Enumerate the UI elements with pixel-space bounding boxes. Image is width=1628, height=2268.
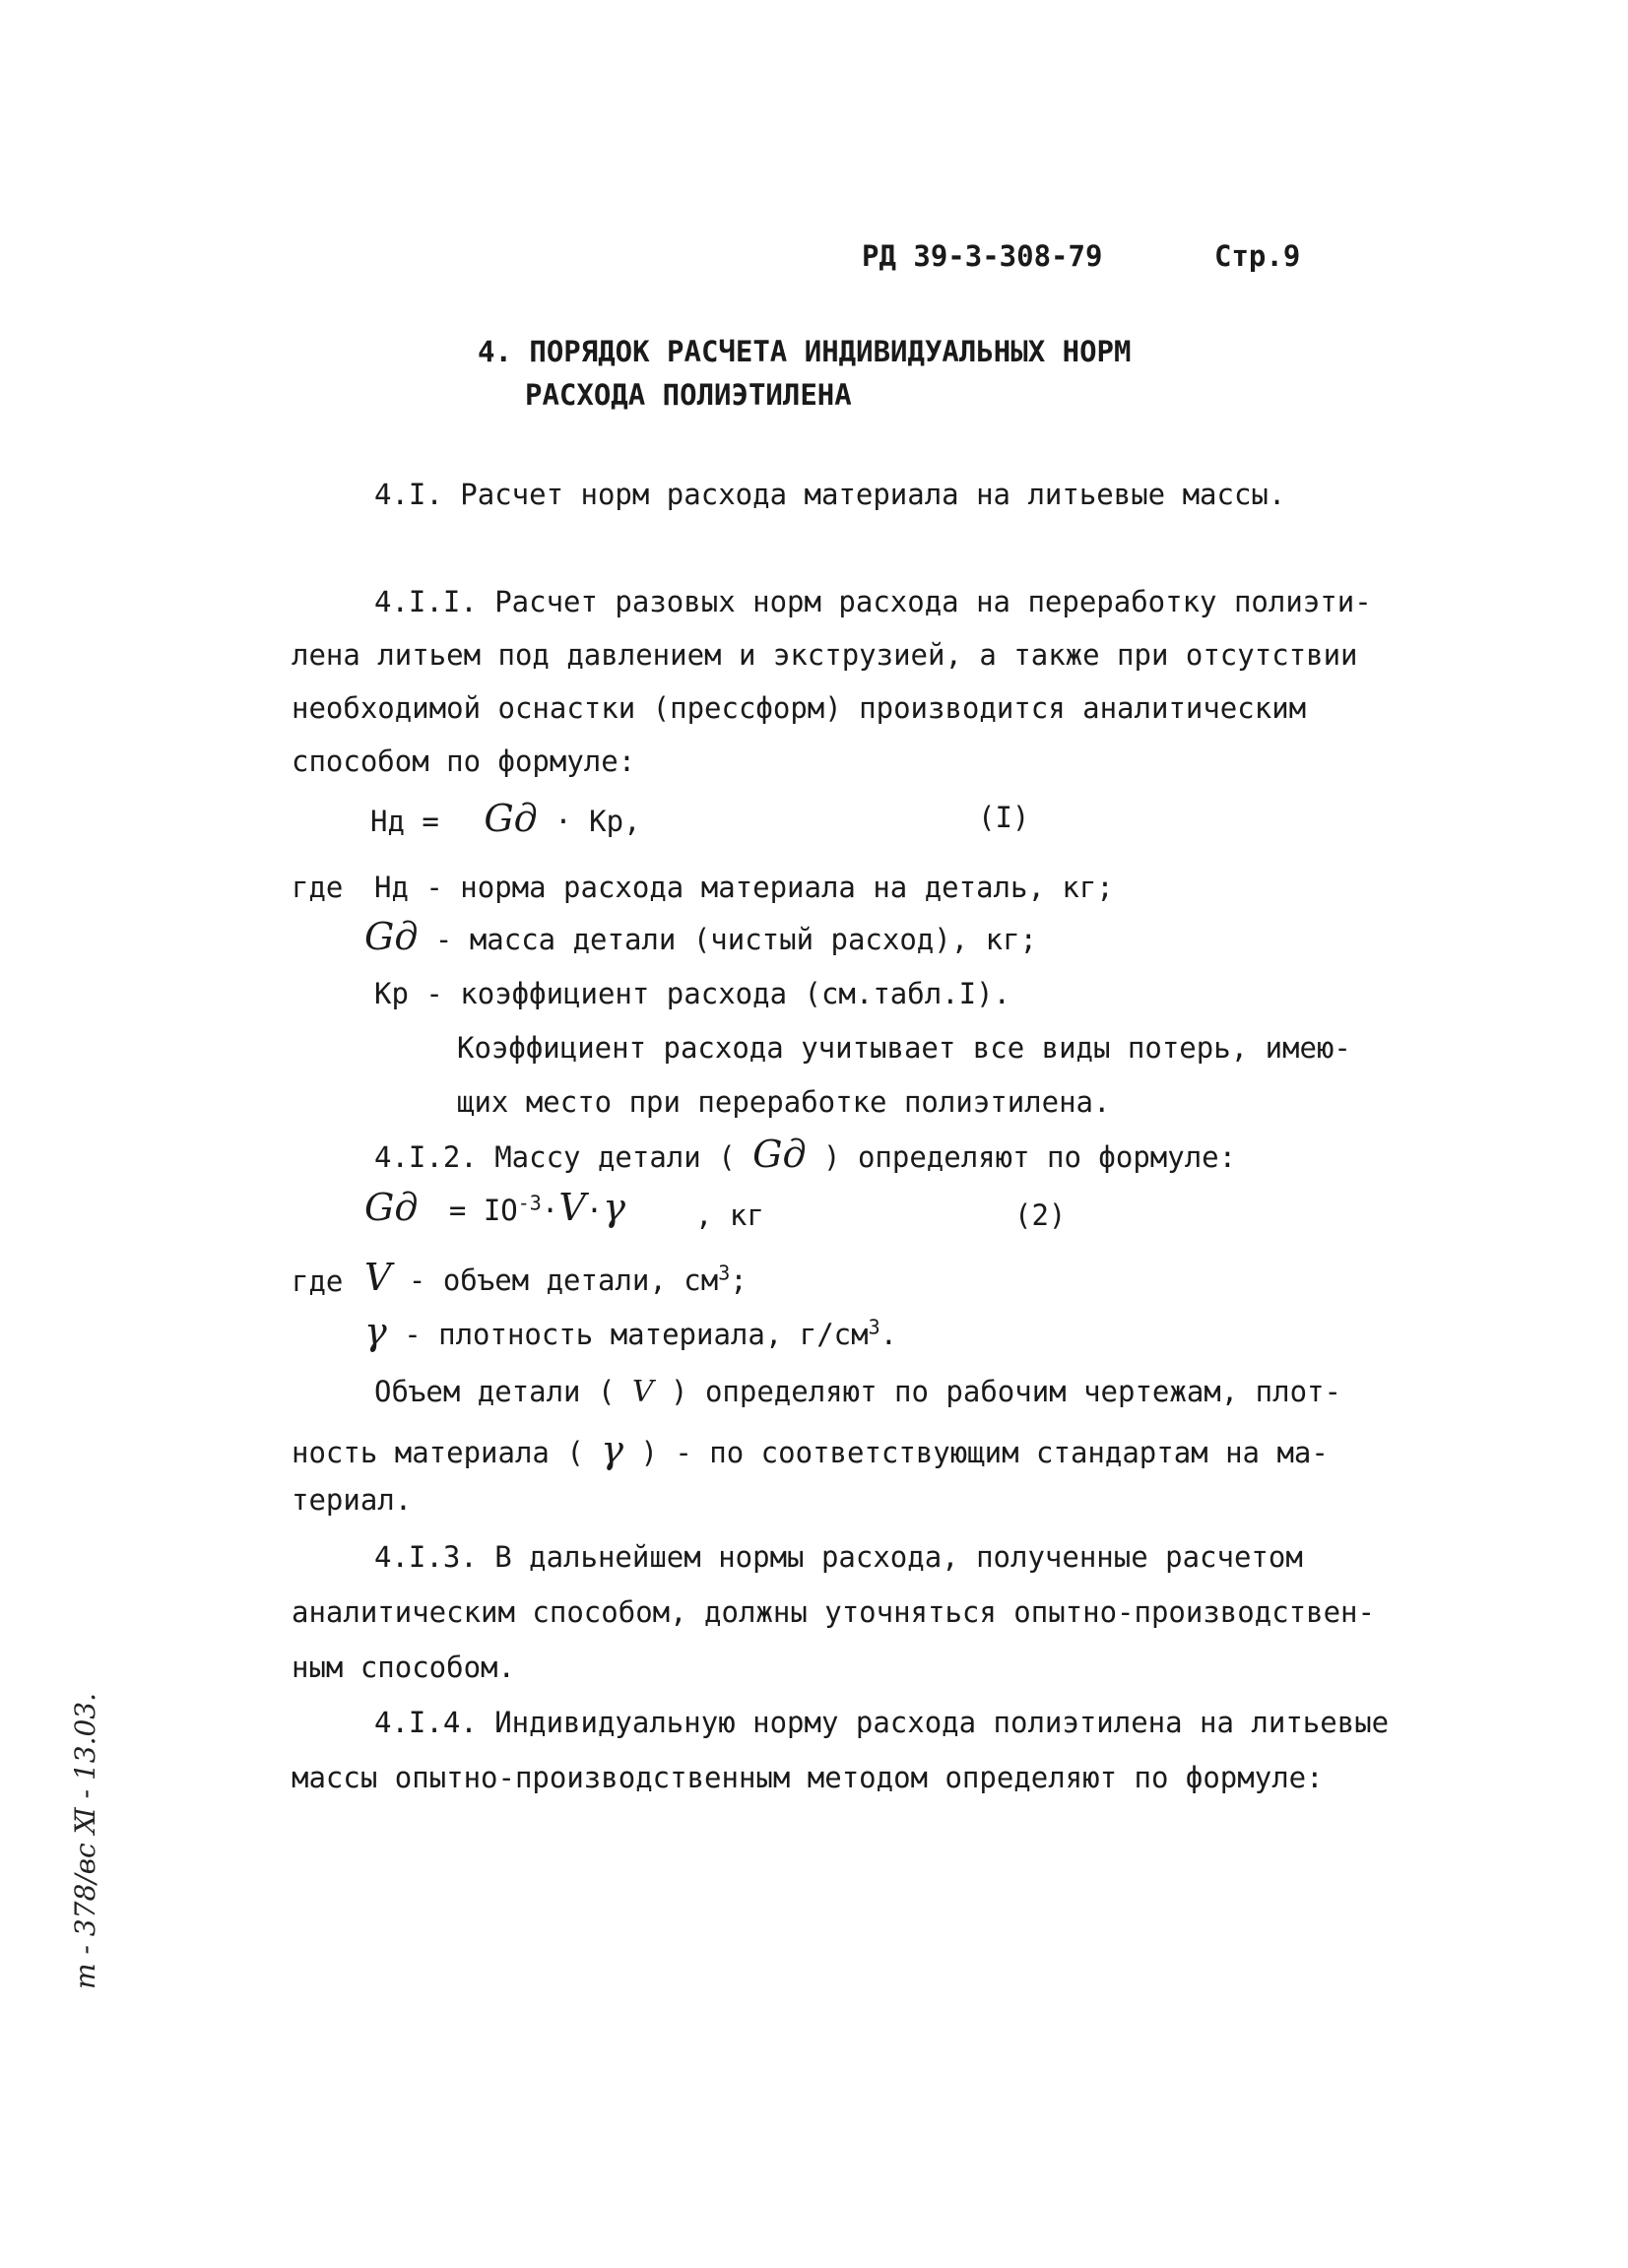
formula-2-exponent: -3 bbox=[517, 1191, 542, 1215]
mass-symbol: Gд bbox=[364, 1186, 419, 1229]
where2-item2-text: - плотность материала, г/см bbox=[404, 1318, 869, 1351]
mass-symbol: Gд bbox=[752, 1133, 807, 1176]
volume-para-l2b: ) - по соответствующим стандартам на ма- bbox=[640, 1436, 1329, 1469]
volume-para-l2a: ность материала ( bbox=[292, 1436, 584, 1469]
formula-2-dot2: · bbox=[585, 1194, 604, 1227]
mass-symbol: Gд bbox=[364, 915, 419, 958]
where-label-2: где bbox=[292, 1264, 344, 1298]
para-4-1-4-line1: 4.I.4. Индивидуальную норму расхода полиэтилена на литьевые bbox=[374, 1706, 1390, 1739]
volume-para-line1 bbox=[374, 1375, 1341, 1409]
para-4-1-1-line4: способом по формуле: bbox=[292, 745, 636, 778]
where1-item2 bbox=[364, 915, 1038, 958]
density-symbol: γ bbox=[601, 1428, 623, 1471]
where2-item2 bbox=[364, 1310, 898, 1353]
para-4-1-1-line1: 4.I.I. Расчет разовых норм расхода на переработку полиэти- bbox=[374, 585, 1372, 618]
where2-item2-end: . bbox=[879, 1318, 898, 1351]
where2-item2-sup: 3 bbox=[868, 1315, 880, 1339]
para-4-1-3-line1: 4.I.3. В дальнейшем нормы расхода, полученные расчетом bbox=[374, 1540, 1303, 1574]
volume-para-l1b: ) определяют по рабочим чертежам, плот- bbox=[671, 1375, 1341, 1408]
volume-para-line2 bbox=[292, 1428, 1329, 1471]
subsection-heading: 4.I. Расчет норм расхода материала на литьевые массы. bbox=[374, 478, 1286, 511]
page-number: Стр.9 bbox=[1214, 239, 1301, 273]
volume-symbol: V bbox=[631, 1375, 654, 1409]
volume-symbol: V bbox=[558, 1186, 586, 1229]
where1-item1: Нд - норма расхода материала на деталь, кг; bbox=[374, 871, 1114, 904]
formula-2-mid: = IO bbox=[448, 1194, 518, 1227]
formula-1-rhs: · Кр, bbox=[554, 805, 641, 838]
density-symbol: γ bbox=[603, 1186, 625, 1229]
formula-1-lhs: Нд = bbox=[370, 805, 439, 838]
formula-2-dot1: · bbox=[541, 1194, 559, 1227]
where1-note2: щих место при переработке полиэтилена. bbox=[457, 1085, 1111, 1119]
where1-item2-text: - масса детали (чистый расход), кг; bbox=[434, 923, 1038, 956]
para-4-1-3-line2: аналитическим способом, должны уточняться опытно-производствен- bbox=[292, 1595, 1375, 1629]
density-symbol: γ bbox=[364, 1310, 387, 1353]
formula-2-number: (2) bbox=[1014, 1199, 1067, 1232]
formula-1-number: (I) bbox=[978, 801, 1030, 834]
formula-2-unit: , кг bbox=[695, 1199, 764, 1232]
where2-item1-sup: 3 bbox=[718, 1261, 731, 1285]
where1-note1: Коэффициент расхода учитывает все виды потерь, имею- bbox=[457, 1031, 1351, 1065]
margin-handwritten-note: т - 378/вс Ⅺ - 13.03. bbox=[69, 1692, 101, 1989]
where1-item3: Кр - коэффициент расхода (см.табл.I). bbox=[374, 977, 1011, 1010]
para-4-1-3-line3: ным способом. bbox=[292, 1651, 515, 1684]
where2-item1 bbox=[364, 1256, 748, 1299]
formula-1 bbox=[370, 797, 641, 840]
where2-item1-text: - объем детали, см bbox=[408, 1264, 719, 1297]
where2-item1-end: ; bbox=[730, 1264, 748, 1297]
volume-para-l1a: Объем детали ( bbox=[374, 1375, 616, 1408]
section-title-line2: РАСХОДА ПОЛИЭТИЛЕНА bbox=[525, 378, 852, 412]
doc-code: РД 39-3-308-79 bbox=[862, 239, 1103, 273]
formula-2 bbox=[364, 1186, 625, 1229]
volume-para-line3: териал. bbox=[292, 1483, 413, 1517]
para-4-1-2-text-a: 4.I.2. Массу детали ( bbox=[374, 1140, 736, 1174]
para-4-1-1-line3: необходимой оснастки (прессформ) производится аналитическим bbox=[292, 691, 1307, 725]
para-4-1-2 bbox=[374, 1133, 1237, 1176]
mass-symbol: Gд bbox=[484, 797, 538, 840]
para-4-1-2-text-b: ) определяют по формуле: bbox=[823, 1140, 1237, 1174]
para-4-1-1-line2: лена литьем под давлением и экструзией, а также при отсутствии bbox=[292, 638, 1358, 672]
section-title-line1: 4. ПОРЯДОК РАСЧЕТА ИНДИВИДУАЛЬНЫХ НОРМ bbox=[478, 335, 1132, 368]
volume-symbol: V bbox=[364, 1256, 392, 1299]
where-label-1: где bbox=[292, 871, 344, 904]
para-4-1-4-line2: массы опытно-производственным методом определяют по формуле: bbox=[292, 1761, 1324, 1794]
